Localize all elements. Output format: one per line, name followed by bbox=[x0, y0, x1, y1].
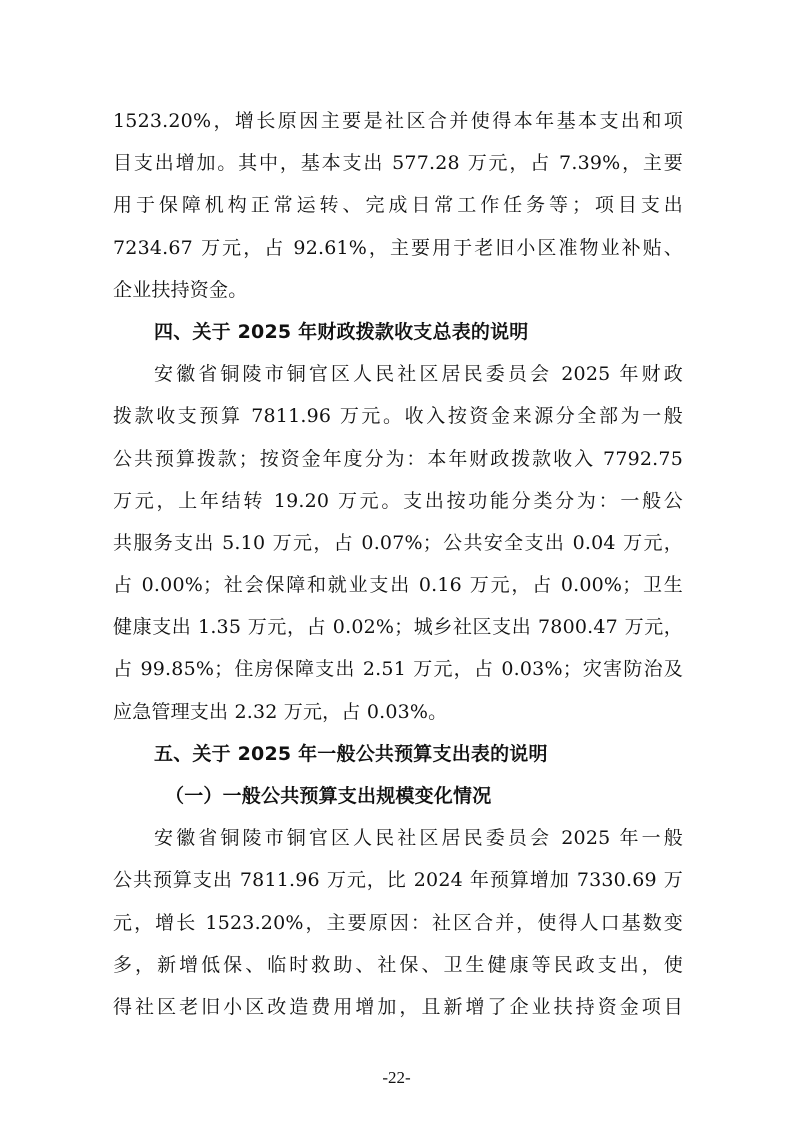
paragraph-line: 企业扶持资金。 bbox=[113, 278, 248, 301]
paragraph-line: 公共预算支出 7811.96 万元，比 2024 年预算增加 7330.69 万 bbox=[113, 869, 683, 892]
page-number: -22- bbox=[382, 1068, 411, 1087]
paragraph-line: 安徽省铜陵市铜官区人民社区居民委员会 2025 年财政 bbox=[154, 363, 683, 386]
paragraph-line: 占 99.85%；住房保障支出 2.51 万元，占 0.03%；灾害防治及 bbox=[113, 658, 683, 681]
paragraph-line: 1523.20%，增长原因主要是社区合并使得本年基本支出和项 bbox=[113, 110, 683, 132]
paragraph-line: 共服务支出 5.10 万元，占 0.07%；公共安全支出 0.04 万元， bbox=[113, 531, 683, 554]
paragraph-line: 目支出增加。其中，基本支出 577.28 万元，占 7.39%，主要 bbox=[113, 152, 683, 175]
section-heading-4: 四、关于 2025 年财政拨款收支总表的说明 bbox=[154, 320, 529, 343]
paragraph-line: 健康支出 1.35 万元，占 0.02%；城乡社区支出 7800.47 万元， bbox=[113, 616, 683, 639]
paragraph-line: 安徽省铜陵市铜官区人民社区居民委员会 2025 年一般 bbox=[154, 827, 683, 850]
subsection-heading: （一）一般公共预算支出规模变化情况 bbox=[165, 785, 492, 807]
paragraph-line: 占 0.00%；社会保障和就业支出 0.16 万元，占 0.00%；卫生 bbox=[113, 574, 683, 597]
paragraph-line: 应急管理支出 2.32 万元，占 0.03%。 bbox=[113, 700, 448, 723]
paragraph-line: 用于保障机构正常运转、完成日常工作任务等；项目支出 bbox=[113, 194, 683, 217]
document-body bbox=[113, 100, 683, 1028]
section-heading-5: 五、关于 2025 年一般公共预算支出表的说明 bbox=[154, 742, 548, 765]
paragraph-line: 公共预算拨款；按资金年度分为：本年财政拨款收入 7792.75 bbox=[113, 447, 683, 470]
paragraph-line: 元，增长 1523.20%，主要原因：社区合并，使得人口基数变 bbox=[113, 911, 683, 934]
paragraph-line: 多，新增低保、临时救助、社保、卫生健康等民政支出，使 bbox=[113, 953, 683, 976]
paragraph-line: 万元，上年结转 19.20 万元。支出按功能分类分为：一般公 bbox=[113, 489, 683, 512]
paragraph-line: 得社区老旧小区改造费用增加，且新增了企业扶持资金项目 bbox=[113, 995, 683, 1018]
paragraph-line: 拨款收支预算 7811.96 万元。收入按资金来源分全部为一般 bbox=[113, 405, 683, 428]
paragraph-line: 7234.67 万元，占 92.61%，主要用于老旧小区准物业补贴、 bbox=[113, 236, 683, 259]
